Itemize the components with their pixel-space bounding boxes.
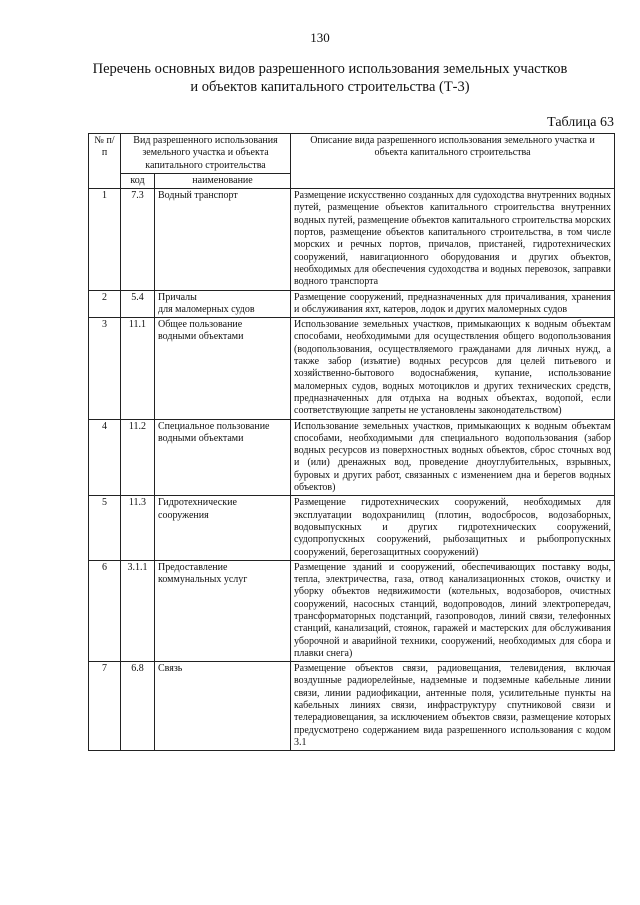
row-code: 11.3 — [121, 496, 155, 560]
land-use-table — [88, 133, 615, 751]
row-name: Гидротехнические сооружения — [155, 496, 291, 560]
row-code: 6.8 — [121, 662, 155, 751]
row-num: 5 — [89, 496, 121, 560]
row-name: Водный транспорт — [155, 189, 291, 290]
table-row — [89, 496, 615, 560]
row-num: 7 — [89, 662, 121, 751]
row-description: Размещение зданий и сооружений, обеспечивающих поставку воды, тепла, электричества, газа, отвод канализационных стоков, очистку и уборку объектов недвижимости (котельных, водозаборов, очистных сооружений, насосных станций, водопроводов, линий электропередач, трансформаторных подстанций, газопроводов, линий связи, телефонных станций, канализаций, стоянок, гаражей и мастерских для обслуживания уборочной и аварийной техники, сооружений, необходимых для сбора и плавки снега) — [291, 560, 615, 661]
document-title — [60, 60, 600, 96]
row-name: Предоставление коммунальных услуг — [155, 560, 291, 661]
row-code: 3.1.1 — [121, 560, 155, 661]
row-num: 2 — [89, 290, 121, 318]
row-description: Размещение гидротехнических сооружений, необходимых для эксплуатации водохранилищ (плотин, водосбросов, водозаборных, водовыпускных и других гидротехнических сооружений, судопропускных сооружений, рыбозащитных и рыбопропускных сооружений, берегозащитных сооружений) — [291, 496, 615, 560]
table-row — [89, 290, 615, 318]
row-description: Использование земельных участков, примыкающих к водным объектам способами, необходимыми для осуществления общего водопользования (водопользования, осуществляемого гражданами для личных нужд, а также забор (изъятие) водных ресурсов для целей питьевого и хозяйственно-бытового водоснабжения, купание, использование маломерных судов, водных мотоциклов и других технических средств, предназначенных для отдыха на водных объектах, водопой, если соответствующие запреты не установлены законодательством) — [291, 318, 615, 419]
row-code: 11.2 — [121, 419, 155, 496]
row-description: Размещение искусственно созданных для судоходства внутренних водных путей, размещение объектов капитального строительства внутренних водных путей, размещение объектов капитального строительства морских портов, размещение объектов капитального строительства, в том числе морских и речных портов, причалов, пристаней, гидротехнических сооружений, навигационного оборудования и других объектов, необходимых для обеспечения судоходства и водных перевозок, заправки водного транспорта — [291, 189, 615, 290]
row-code: 11.1 — [121, 318, 155, 419]
header-description: Описание вида разрешенного использования земельного участка и объекта капитального строительства — [291, 134, 615, 189]
row-name: Специальное пользование водными объектами — [155, 419, 291, 496]
row-description: Размещение сооружений, предназначенных для причаливания, хранения и обслуживания яхт, катеров, лодок и других маломерных судов — [291, 290, 615, 318]
row-num: 4 — [89, 419, 121, 496]
header-kind-group: Вид разрешенного использования земельного участка и объекта капитального строительства — [121, 134, 291, 174]
row-name: Причалы для маломерных судов — [155, 290, 291, 318]
header-name: наименование — [155, 173, 291, 188]
table-row — [89, 318, 615, 419]
table-header-row — [89, 134, 615, 174]
header-num: № п/п — [89, 134, 121, 189]
row-num: 1 — [89, 189, 121, 290]
row-description: Использование земельных участков, примыкающих к водным объектам способами, необходимыми для специального водопользования (забор водных ресурсов из поверхностных водных объектов, сброс сточных вод и (или) дренажных вод, проведение дноуглубительных, взрывных, буровых и других работ, связанных с изменением дна и берегов водных объектов) — [291, 419, 615, 496]
table-row — [89, 560, 615, 661]
table-label: Таблица 63 — [547, 115, 614, 130]
table-row — [89, 189, 615, 290]
row-code: 5.4 — [121, 290, 155, 318]
row-name: Общее пользование водными объектами — [155, 318, 291, 419]
page-number: 130 — [310, 30, 330, 45]
row-name: Связь — [155, 662, 291, 751]
title-line-1: Перечень основных видов разрешенного использования земельных участков — [92, 61, 568, 77]
table-row — [89, 419, 615, 496]
row-num: 3 — [89, 318, 121, 419]
row-description: Размещение объектов связи, радиовещания, телевидения, включая воздушные радиорелейные, надземные и подземные кабельные линии связи, линии радиофикации, антенные поля, усилительные пункты на кабельных линиях связи, инфраструктуру спутниковой связи и телерадиовещания, за исключением объектов связи, размещение которых предусмотрено содержанием вида разрешенного использования с кодом 3.1 — [291, 662, 615, 751]
row-num: 6 — [89, 560, 121, 661]
table-row — [89, 662, 615, 751]
header-code: код — [121, 173, 155, 188]
title-line-2: и объектов капитального строительства (Т-3) — [190, 79, 470, 95]
row-code: 7.3 — [121, 189, 155, 290]
